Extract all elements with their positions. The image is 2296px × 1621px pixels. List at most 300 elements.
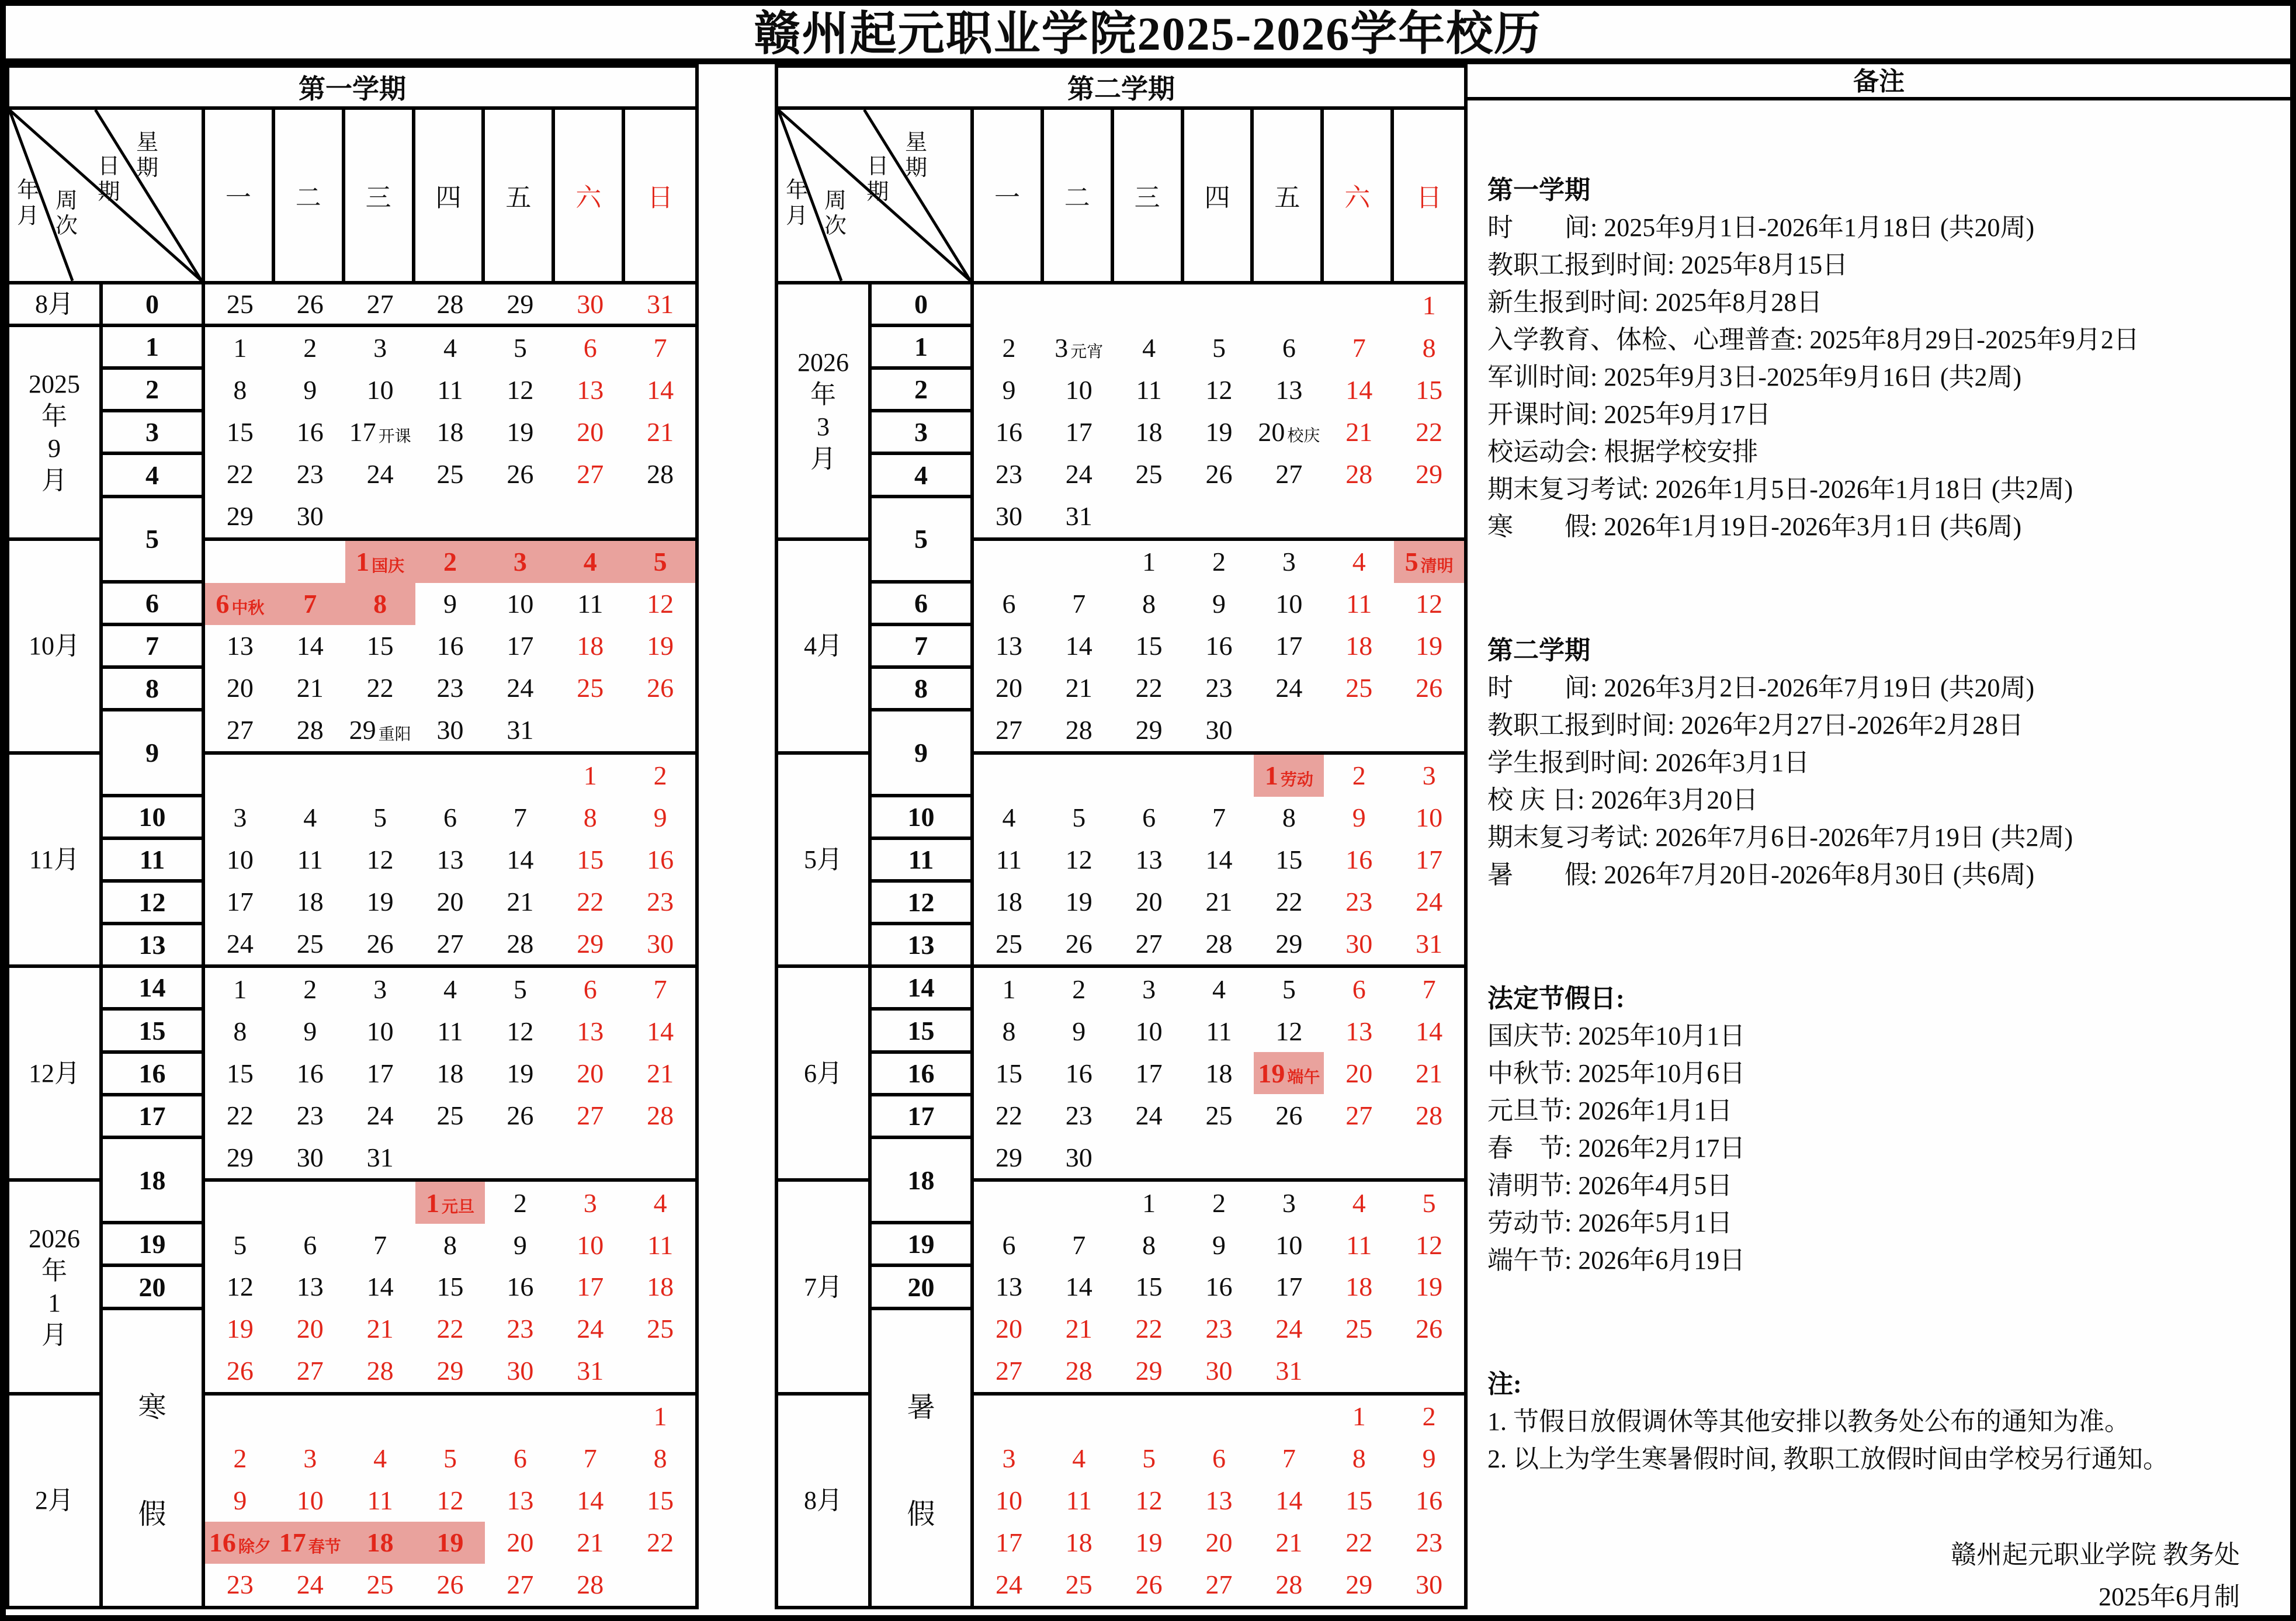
day-cell — [974, 1052, 1044, 1094]
day-number: 1 — [233, 333, 247, 363]
day-cell — [345, 1308, 415, 1350]
day-number: 18 — [1065, 1528, 1092, 1558]
corner-header-cell — [776, 108, 972, 283]
day-number: 30 — [1416, 1570, 1443, 1600]
day-number: 25 — [1135, 459, 1163, 490]
week-number: 1 — [870, 325, 972, 368]
day-number: 25 — [647, 1314, 674, 1344]
week-number: 6 — [870, 582, 972, 624]
day-cell — [1044, 327, 1114, 369]
day-number: 15 — [226, 417, 254, 447]
day-number: 20 — [507, 1528, 534, 1558]
week-number: 5 — [870, 497, 972, 582]
day-cell — [1254, 968, 1324, 1010]
day-cell — [1324, 1052, 1394, 1094]
day-number: 23 — [647, 886, 674, 917]
day-number: 3 — [233, 802, 247, 832]
day-cell — [1184, 1438, 1254, 1480]
day-number: 7 — [1212, 802, 1226, 832]
day-cell — [415, 1396, 485, 1438]
day-number: 8 — [1002, 1016, 1016, 1046]
day-cell — [555, 1052, 625, 1094]
day-cell — [345, 1052, 415, 1094]
day-cell — [345, 838, 415, 880]
day-number: 7 — [653, 974, 667, 1004]
day-number: 22 — [1275, 886, 1303, 917]
day-cell — [1394, 1522, 1464, 1564]
day-cell — [1114, 1522, 1184, 1564]
day-number: 12 — [1135, 1485, 1163, 1516]
day-cell — [415, 1266, 485, 1308]
day-cell — [1184, 709, 1254, 751]
week-number: 19 — [870, 1223, 972, 1265]
day-number: 27 — [507, 1570, 534, 1600]
day-cell — [205, 1480, 275, 1522]
day-number: 11 — [367, 1485, 393, 1516]
day-number: 26 — [1205, 459, 1233, 490]
week-number: 9 — [870, 710, 972, 795]
day-cell — [1324, 797, 1394, 839]
day-cell — [1324, 1438, 1394, 1480]
notes-line: 劳动节: 2026年5月1日 — [1487, 1209, 1733, 1237]
day-cell — [1184, 1350, 1254, 1392]
day-number: 1 — [1142, 1188, 1156, 1218]
day-number: 8 — [1142, 589, 1156, 619]
day-number: 25 — [296, 928, 324, 959]
day-cell — [1044, 667, 1114, 709]
month-days-area — [972, 966, 1466, 1180]
day-cell — [485, 1010, 555, 1052]
day-cell — [1254, 797, 1324, 839]
day-cell — [415, 411, 485, 453]
day-number: 21 — [296, 673, 324, 703]
day-number: 31 — [1065, 501, 1092, 532]
day-cell — [1394, 1438, 1464, 1480]
day-number: 5 — [443, 1443, 457, 1474]
day-cell — [1044, 1182, 1114, 1224]
notes-section-title: 第一学期 — [1487, 176, 1591, 204]
day-holiday-label: 劳动 — [1280, 770, 1313, 789]
day-cell — [625, 667, 695, 709]
calendar-content — [6, 64, 2290, 1609]
week-number: 3 — [870, 411, 972, 453]
corner-header-cell — [8, 108, 203, 283]
day-number: 25 — [995, 928, 1022, 959]
day-cell — [1184, 922, 1254, 964]
day-cell — [625, 495, 695, 537]
day-cell — [1324, 755, 1394, 797]
day-cell — [1114, 411, 1184, 453]
day-number: 8 — [583, 802, 597, 832]
day-cell — [1324, 1522, 1394, 1564]
day-number: 17 — [1275, 631, 1303, 661]
day-number: 14 — [647, 375, 674, 405]
day-cell — [205, 667, 275, 709]
vacation-label: 暑 假 — [870, 1308, 972, 1608]
day-cell — [1254, 1480, 1324, 1522]
day-number: 4 — [1072, 1443, 1086, 1474]
day-cell — [974, 1266, 1044, 1308]
day-cell — [1394, 625, 1464, 667]
day-cell — [1044, 1564, 1114, 1606]
day-number: 16 — [296, 1058, 324, 1088]
day-cell — [415, 541, 485, 583]
week-number: 10 — [870, 796, 972, 838]
day-number: 3 — [1142, 974, 1156, 1004]
day-cell — [275, 709, 345, 751]
month-label: 8月 — [8, 283, 101, 325]
day-number: 6 — [583, 333, 597, 363]
day-number: 30 — [1205, 1356, 1233, 1386]
day-number: 17 — [507, 631, 534, 661]
day-number: 22 — [366, 673, 394, 703]
corner-label-date: 日 期 — [98, 154, 120, 204]
notes-section-title: 第二学期 — [1487, 636, 1591, 665]
day-cell — [555, 1182, 625, 1224]
day-number: 8 — [653, 1443, 667, 1474]
day-cell — [1324, 411, 1394, 453]
day-cell — [485, 667, 555, 709]
day-number: 23 — [1205, 1314, 1233, 1344]
day-number: 19 — [647, 631, 674, 661]
day-number: 20 — [995, 1314, 1022, 1344]
day-cell — [1184, 1308, 1254, 1350]
day-cell — [1394, 1266, 1464, 1308]
day-number: 6 — [303, 1230, 317, 1260]
day-cell — [1114, 838, 1184, 880]
day-number: 26 — [436, 1570, 464, 1600]
day-number: 6 — [443, 802, 457, 832]
day-number: 10 — [226, 844, 254, 874]
day-number: 16 — [1065, 1058, 1092, 1088]
day-cell — [625, 1522, 695, 1564]
day-number: 12 — [1416, 1230, 1443, 1260]
notes-line: 暑 假: 2026年7月20日-2026年8月30日 (共6周) — [1487, 860, 2035, 889]
day-number: 12 — [647, 589, 674, 619]
day-cell — [1324, 1480, 1394, 1522]
day-number: 20 — [577, 1058, 604, 1088]
day-cell — [1184, 1564, 1254, 1606]
day-number: 19 — [226, 1314, 254, 1344]
week-number: 3 — [101, 411, 203, 453]
day-cell — [625, 880, 695, 922]
weekday-header: 六 — [1324, 110, 1394, 281]
day-cell — [974, 453, 1044, 495]
day-cell — [1114, 1224, 1184, 1266]
day-number: 29 — [1345, 1570, 1373, 1600]
weekday-header: 日 — [647, 183, 674, 213]
day-number: 8 — [443, 1230, 457, 1260]
day-cell — [485, 797, 555, 839]
day-cell — [625, 583, 695, 625]
day-cell — [625, 1010, 695, 1052]
day-number: 3 — [1282, 1188, 1296, 1218]
day-cell — [1394, 495, 1464, 537]
day-number: 16 — [647, 844, 674, 874]
week-number: 5 — [101, 497, 203, 582]
day-number: 2 — [443, 547, 457, 577]
day-number: 18 — [366, 1528, 394, 1558]
day-cell — [485, 1052, 555, 1094]
day-cell — [415, 1136, 485, 1178]
day-cell — [974, 1350, 1044, 1392]
day-cell — [485, 583, 555, 625]
day-number: 29 — [1416, 459, 1443, 490]
day-number: 3 — [373, 974, 387, 1004]
day-number: 4 — [443, 333, 457, 363]
day-cell — [1114, 1564, 1184, 1606]
day-cell — [625, 755, 695, 797]
day-cell — [625, 327, 695, 369]
day-cell — [205, 880, 275, 922]
day-number: 24 — [1416, 886, 1443, 917]
day-number: 30 — [1065, 1142, 1092, 1172]
day-number: 14 — [296, 631, 324, 661]
day-cell — [555, 1010, 625, 1052]
day-number: 10 — [296, 1485, 324, 1516]
day-number: 29 — [577, 928, 604, 959]
month-days-area — [203, 539, 697, 753]
day-cell — [555, 625, 625, 667]
day-cell — [1114, 709, 1184, 751]
day-number: 2 — [233, 1443, 247, 1474]
day-number: 13 — [226, 631, 254, 661]
week-number: 14 — [870, 966, 972, 1009]
week-number: 10 — [101, 796, 203, 838]
day-cell — [1324, 1266, 1394, 1308]
day-number: 13 — [995, 631, 1022, 661]
day-cell — [275, 922, 345, 964]
day-cell — [415, 1480, 485, 1522]
day-cell — [205, 709, 275, 751]
month-days-area — [203, 325, 697, 539]
day-holiday-label: 中秋 — [231, 599, 265, 617]
day-cell — [1044, 922, 1114, 964]
day-number: 30 — [296, 1142, 324, 1172]
day-cell — [1184, 284, 1254, 327]
day-number: 25 — [1345, 673, 1373, 703]
day-cell — [1044, 1308, 1114, 1350]
day-cell — [1044, 411, 1114, 453]
day-cell — [1394, 1182, 1464, 1224]
day-cell — [345, 1522, 415, 1564]
day-holiday-label: 除夕 — [238, 1537, 271, 1556]
week-number: 16 — [101, 1052, 203, 1095]
day-number: 3 — [1002, 1443, 1016, 1474]
day-number: 16 — [296, 417, 324, 447]
day-cell — [1114, 755, 1184, 797]
day-number: 17 — [1416, 844, 1443, 874]
day-cell — [555, 495, 625, 537]
day-cell — [345, 1396, 415, 1438]
day-number: 2 — [1352, 761, 1366, 791]
day-cell — [1044, 968, 1114, 1010]
day-cell — [1324, 968, 1394, 1010]
day-cell — [974, 838, 1044, 880]
day-cell — [974, 625, 1044, 667]
day-cell — [1324, 838, 1394, 880]
day-cell — [625, 1052, 695, 1094]
day-cell — [275, 1308, 345, 1350]
day-cell — [205, 625, 275, 667]
day-number: 24 — [1135, 1100, 1163, 1130]
day-cell — [1184, 1396, 1254, 1438]
day-cell — [1394, 709, 1464, 751]
notes-line: 国庆节: 2025年10月1日 — [1487, 1022, 1746, 1050]
week-number: 0 — [101, 283, 203, 325]
day-cell — [1394, 1396, 1464, 1438]
semester2-calendar-table — [775, 64, 1468, 1609]
day-cell — [205, 369, 275, 411]
day-cell — [1254, 1522, 1324, 1564]
day-cell — [1254, 1224, 1324, 1266]
notes-panel — [1468, 64, 2290, 1609]
day-number: 23 — [436, 673, 464, 703]
notes-line: 教职工报到时间: 2025年8月15日 — [1487, 251, 1848, 279]
week-number: 4 — [870, 453, 972, 496]
day-number: 14 — [577, 1485, 604, 1516]
day-number: 24 — [1275, 1314, 1303, 1344]
day-number: 19 — [507, 1058, 534, 1088]
day-cell — [1324, 1136, 1394, 1178]
day-number: 21 — [1275, 1528, 1303, 1558]
week-number: 11 — [101, 838, 203, 881]
day-cell — [485, 880, 555, 922]
day-number: 13 — [1345, 1016, 1373, 1046]
day-number: 15 — [1275, 844, 1303, 874]
day-cell — [974, 583, 1044, 625]
day-cell — [275, 1052, 345, 1094]
day-number: 25 — [1345, 1314, 1373, 1344]
week-number: 2 — [101, 368, 203, 411]
day-cell — [345, 327, 415, 369]
day-cell — [205, 495, 275, 537]
day-cell — [1394, 880, 1464, 922]
day-cell — [275, 625, 345, 667]
day-cell — [415, 922, 485, 964]
day-cell — [974, 1522, 1044, 1564]
day-cell — [1394, 667, 1464, 709]
day-cell — [1114, 1010, 1184, 1052]
day-cell — [1254, 1350, 1324, 1392]
day-number: 8 — [233, 375, 247, 405]
day-number: 3 — [1055, 332, 1069, 363]
weekday-header-row — [972, 108, 1466, 283]
day-holiday-label: 重阳 — [378, 725, 411, 744]
day-cell — [974, 541, 1044, 583]
day-cell — [275, 755, 345, 797]
day-cell — [1114, 1396, 1184, 1438]
month-label: 8月 — [776, 1394, 870, 1608]
day-number: 8 — [1142, 1230, 1156, 1260]
day-cell — [1184, 1052, 1254, 1094]
weekday-header: 五 — [485, 110, 555, 281]
day-cell — [1114, 968, 1184, 1010]
day-number: 6 — [1282, 332, 1296, 363]
day-number: 20 — [1135, 886, 1163, 917]
day-cell — [1044, 284, 1114, 327]
day-number: 18 — [647, 1272, 674, 1302]
day-number: 22 — [1416, 416, 1443, 447]
month-days-area — [203, 283, 697, 325]
day-cell — [1394, 453, 1464, 495]
day-cell — [1184, 453, 1254, 495]
day-number: 19 — [1258, 1058, 1285, 1088]
day-number: 31 — [647, 289, 674, 319]
day-number: 30 — [296, 501, 324, 532]
day-cell — [974, 1396, 1044, 1438]
day-number: 17 — [1275, 1272, 1303, 1302]
day-number: 27 — [296, 1356, 324, 1386]
day-number: 26 — [507, 459, 534, 490]
day-number: 10 — [1416, 802, 1443, 832]
month-label: 2026 年 3 月 — [776, 283, 870, 539]
day-cell — [1254, 880, 1324, 922]
day-cell — [1114, 1438, 1184, 1480]
corner-label-year_month: 年 月 — [786, 178, 809, 228]
day-number: 24 — [1065, 459, 1092, 490]
day-number: 7 — [1352, 332, 1366, 363]
day-cell — [974, 284, 1044, 327]
day-cell — [555, 838, 625, 880]
day-cell — [345, 453, 415, 495]
day-number: 1 — [1264, 761, 1278, 791]
day-number: 28 — [1065, 715, 1092, 745]
day-number: 2 — [653, 761, 667, 791]
day-cell — [275, 968, 345, 1010]
day-number: 17 — [1065, 416, 1092, 447]
day-cell — [1394, 1010, 1464, 1052]
day-cell — [555, 327, 625, 369]
day-number: 7 — [653, 333, 667, 363]
day-number: 18 — [436, 417, 464, 447]
day-cell — [1114, 1052, 1184, 1094]
day-number: 14 — [647, 1016, 674, 1046]
day-cell — [485, 1094, 555, 1136]
day-number: 13 — [577, 1016, 604, 1046]
day-number: 28 — [366, 1356, 394, 1386]
day-cell — [345, 922, 415, 964]
day-cell — [1114, 453, 1184, 495]
day-cell — [205, 968, 275, 1010]
day-cell — [625, 1480, 695, 1522]
day-number: 26 — [366, 928, 394, 959]
day-cell — [1044, 1010, 1114, 1052]
day-number: 21 — [1345, 416, 1373, 447]
day-cell — [1324, 625, 1394, 667]
day-cell — [485, 838, 555, 880]
day-cell — [415, 755, 485, 797]
day-number: 8 — [233, 1016, 247, 1046]
day-number: 2 — [303, 333, 317, 363]
day-cell — [1254, 453, 1324, 495]
notes-line: 清明节: 2026年4月5日 — [1487, 1171, 1733, 1200]
weekday-header: 日 — [1416, 183, 1442, 213]
day-cell — [345, 1564, 415, 1606]
day-number: 3 — [373, 333, 387, 363]
day-number: 25 — [1205, 1100, 1233, 1130]
month-days-area — [972, 283, 1466, 539]
day-number: 22 — [647, 1528, 674, 1558]
day-number: 29 — [1135, 1356, 1163, 1386]
day-number: 11 — [1346, 589, 1372, 619]
day-holiday-label: 元旦 — [442, 1198, 475, 1217]
day-cell — [345, 583, 415, 625]
day-number: 27 — [436, 928, 464, 959]
day-cell — [1324, 1350, 1394, 1392]
day-cell — [1394, 1136, 1464, 1178]
day-cell — [1114, 922, 1184, 964]
